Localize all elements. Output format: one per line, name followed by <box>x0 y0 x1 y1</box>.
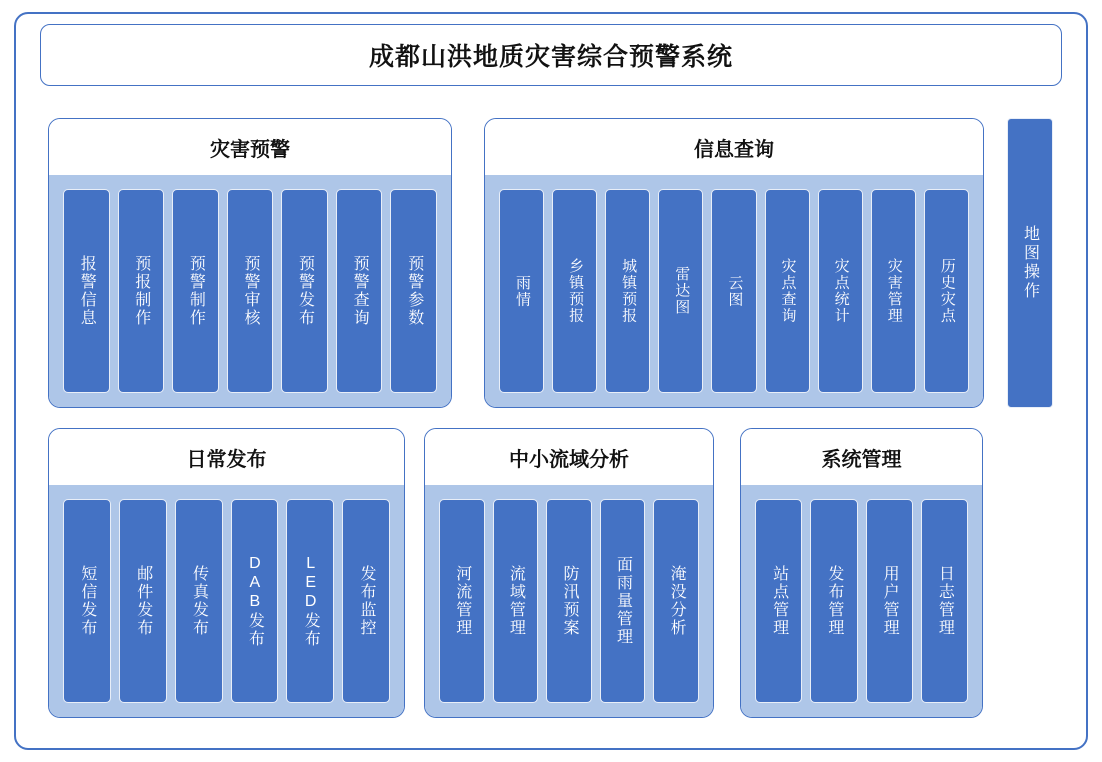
module-label: 灾点统计 <box>832 258 850 324</box>
module-label: 云图 <box>726 274 744 308</box>
module-tile[interactable] <box>119 499 167 703</box>
module-tile[interactable] <box>336 189 383 393</box>
module-label: 防汛预案 <box>560 565 578 637</box>
system-title-bar <box>40 24 1062 86</box>
module-tile[interactable] <box>552 189 597 393</box>
module-label: 流域管理 <box>507 565 525 637</box>
group-disaster-warning <box>48 118 452 408</box>
module-label: 发布监控 <box>358 565 376 637</box>
module-tile[interactable] <box>546 499 592 703</box>
group-title-basin-analysis: 中小流域分析 <box>425 429 713 485</box>
module-label: 河流管理 <box>453 565 471 637</box>
module-tile[interactable] <box>924 189 969 393</box>
module-tile[interactable] <box>175 499 223 703</box>
module-tile[interactable] <box>711 189 756 393</box>
module-tile[interactable] <box>658 189 703 393</box>
module-label: 传真发布 <box>190 565 208 637</box>
module-tile[interactable] <box>818 189 863 393</box>
map-operation-bar[interactable] <box>1007 118 1053 408</box>
module-tile[interactable] <box>118 189 165 393</box>
group-title-system-management: 系统管理 <box>741 429 982 485</box>
module-label: 预警参数 <box>405 255 423 327</box>
module-tile[interactable] <box>605 189 650 393</box>
module-tile[interactable] <box>390 189 437 393</box>
group-items-system-management <box>741 485 982 717</box>
module-label: 预警审核 <box>241 255 259 327</box>
module-label: 预警查询 <box>351 255 369 327</box>
module-tile[interactable] <box>281 189 328 393</box>
group-title-disaster-warning: 灾害预警 <box>49 119 451 175</box>
module-label: 站点管理 <box>770 565 788 637</box>
module-label: 雷达图 <box>673 266 691 316</box>
module-label: 雨情 <box>513 274 531 308</box>
module-tile[interactable] <box>493 499 539 703</box>
group-info-query <box>484 118 984 408</box>
module-tile[interactable] <box>810 499 857 703</box>
map-operation-label: 地图操作 <box>1021 225 1039 301</box>
module-label: 报警信息 <box>78 255 96 327</box>
module-label: 面雨量管理 <box>614 556 632 646</box>
module-label: 预警发布 <box>296 255 314 327</box>
module-tile[interactable] <box>227 189 274 393</box>
module-label: 城镇预报 <box>620 258 638 324</box>
module-label: 发布管理 <box>825 565 843 637</box>
group-items-basin-analysis <box>425 485 713 717</box>
module-label: 灾害管理 <box>885 258 903 324</box>
module-label: 预警制作 <box>187 255 205 327</box>
module-tile[interactable] <box>871 189 916 393</box>
module-label: 预报制作 <box>132 255 150 327</box>
module-label: 日志管理 <box>936 565 954 637</box>
module-tile[interactable] <box>63 189 110 393</box>
module-label: 灾点查询 <box>779 258 797 324</box>
group-daily-release <box>48 428 405 718</box>
module-label: 邮件发布 <box>134 565 152 637</box>
module-tile[interactable] <box>231 499 279 703</box>
module-label: 短信发布 <box>78 565 96 637</box>
module-label: 乡镇预报 <box>567 258 585 324</box>
module-tile[interactable] <box>439 499 485 703</box>
group-items-info-query <box>485 175 983 407</box>
module-label: 用户管理 <box>881 565 899 637</box>
module-tile[interactable] <box>755 499 802 703</box>
module-label: LED发布 <box>302 554 320 648</box>
module-label: DAB发布 <box>246 554 264 648</box>
module-tile[interactable] <box>600 499 646 703</box>
group-system-management <box>740 428 983 718</box>
group-items-disaster-warning <box>49 175 451 407</box>
group-items-daily-release <box>49 485 404 717</box>
module-tile[interactable] <box>286 499 334 703</box>
module-tile[interactable] <box>499 189 544 393</box>
module-label: 历史灾点 <box>938 258 956 324</box>
group-title-daily-release: 日常发布 <box>49 429 404 485</box>
module-label: 淹没分析 <box>668 565 686 637</box>
page-title: 成都山洪地质灾害综合预警系统 <box>368 43 733 71</box>
module-tile[interactable] <box>63 499 111 703</box>
module-tile[interactable] <box>921 499 968 703</box>
group-basin-analysis <box>424 428 714 718</box>
module-tile[interactable] <box>342 499 390 703</box>
module-tile[interactable] <box>866 499 913 703</box>
group-title-info-query: 信息查询 <box>485 119 983 175</box>
module-tile[interactable] <box>765 189 810 393</box>
module-tile[interactable] <box>653 499 699 703</box>
module-tile[interactable] <box>172 189 219 393</box>
